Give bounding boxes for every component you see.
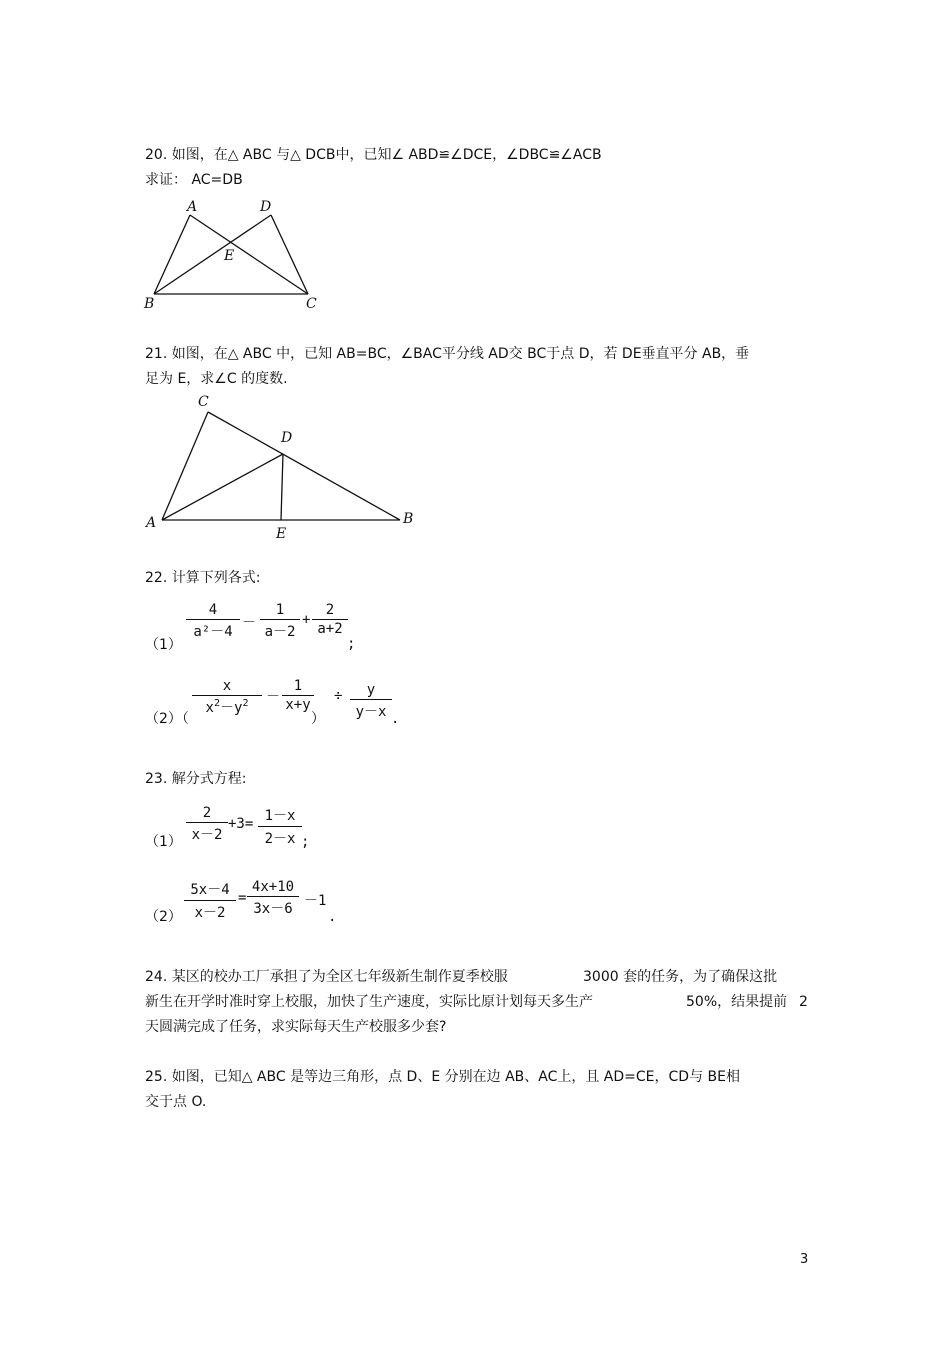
q23-p1-frac2-num: 1－x xyxy=(258,805,302,827)
q23-p1-index: （1） xyxy=(145,834,182,850)
q22-p1-minus: － xyxy=(242,615,256,631)
q24-line1b: 3000 套的任务，为了确保这批 xyxy=(583,969,778,985)
q22-p1-index: （1） xyxy=(145,637,182,653)
q22-p2-frac1-den-mid: －y xyxy=(220,700,243,716)
q21-label-d: D xyxy=(281,430,293,446)
q21-label-e: E xyxy=(276,526,287,542)
q22-p1-frac2 xyxy=(260,602,300,641)
q24-line1a: 24. 某区的校办工厂承担了为全区七年级新生制作夏季校服 xyxy=(145,969,508,985)
q22-p2-frac3 xyxy=(350,682,392,721)
q22-p2-frac3-num: y xyxy=(350,682,392,700)
q20-label-a: A xyxy=(187,199,198,215)
q20-line2: 求证： AC=DB xyxy=(145,172,243,188)
q22-p2-end: . xyxy=(391,711,400,727)
q22-p2-frac1 xyxy=(192,678,262,717)
q22-p1-end: ; xyxy=(347,636,356,652)
q22-p1-frac1-num: 4 xyxy=(186,602,240,620)
q23-p1-frac1 xyxy=(186,805,228,844)
q22-p2-index: （2）（ xyxy=(145,711,189,727)
q23-p2-frac2-den: 3x－6 xyxy=(253,901,293,917)
q22-p2-frac2 xyxy=(282,678,314,713)
q22-p1-frac3-num: 2 xyxy=(312,602,348,620)
q23-p2-frac2-num: 4x+10 xyxy=(247,879,299,897)
q23-p1-frac2-den: 2－x xyxy=(264,831,296,847)
q22-title: 22. 计算下列各式: xyxy=(145,570,261,586)
q24-line2c: 2 xyxy=(799,994,808,1010)
q24-line2b: 50%，结果提前 xyxy=(686,994,788,1010)
q23-p2-eq: = xyxy=(238,890,247,906)
q20-label-b: B xyxy=(144,296,155,312)
q22-p2-close: ） xyxy=(311,711,325,727)
q22-p2-minus: － xyxy=(266,689,280,705)
q23-p2-frac1 xyxy=(184,879,236,922)
q22-p2-div: ÷ xyxy=(334,688,343,704)
q21-label-c: C xyxy=(198,394,209,410)
q22-p2-frac1-den-exp1: 2 xyxy=(213,698,220,709)
q25-line2: 交于点 O. xyxy=(145,1094,207,1110)
q23-p1-frac1-den: x－2 xyxy=(191,827,223,843)
q22-p2-frac3-den: y－x xyxy=(355,704,387,720)
q23-p1-frac1-num: 2 xyxy=(186,805,228,823)
q21-line1: 21. 如图，在△ ABC 中，已知 AB=BC，∠BAC平分线 AD交 BC于点 D，若 DE垂直平分 AB，垂 xyxy=(145,346,750,362)
q22-p1-frac3 xyxy=(312,602,348,637)
q25-line1: 25. 如图，已知△ ABC 是等边三角形，点 D、E 分别在边 AB、AC上，且 AD=CE，CD与 BE相 xyxy=(145,1069,740,1085)
q23-p2-frac1-num: 5x－4 xyxy=(184,879,236,901)
q22-p2-frac2-num: 1 xyxy=(282,678,314,696)
q21-figure xyxy=(140,390,430,545)
q20-label-d: D xyxy=(260,199,272,215)
q23-p2-frac2 xyxy=(247,879,299,918)
q23-p2-tail: －1 xyxy=(304,893,327,909)
q23-p1-end: ; xyxy=(301,834,310,850)
q23-p2-frac1-den: x－2 xyxy=(194,905,226,921)
q24-line3: 天圆满完成了任务，求实际每天生产校服多少套? xyxy=(145,1019,447,1035)
q22-p1-frac1-den: a²－4 xyxy=(193,624,233,640)
q22-p1-frac3-den: a+2 xyxy=(317,621,343,637)
q22-p2-frac1-den-x: x xyxy=(205,700,214,716)
q22-p2-frac1-den xyxy=(192,696,262,717)
q21-label-b: B xyxy=(403,511,414,527)
page-number: 3 xyxy=(800,1252,809,1267)
q22-p1-frac1 xyxy=(186,602,240,641)
q20-label-c: C xyxy=(306,296,317,312)
q20-label-e: E xyxy=(224,248,235,264)
q23-p1-mid: +3= xyxy=(228,816,254,832)
q23-p1-frac2 xyxy=(258,805,302,848)
q24-line2a: 新生在开学时准时穿上校服，加快了生产速度，实际比原计划每天多生产 xyxy=(145,994,593,1010)
q20-figure xyxy=(140,195,340,315)
q22-p2-frac2-den: x+y xyxy=(285,697,311,713)
q21-label-a: A xyxy=(146,515,157,531)
q22-p2-frac1-den-exp2: 2 xyxy=(242,698,249,709)
q22-p1-frac2-num: 1 xyxy=(260,602,300,620)
q22-p1-plus: + xyxy=(302,612,311,628)
q23-p2-index: （2） xyxy=(145,909,182,925)
q23-p2-end: . xyxy=(328,909,337,925)
q22-p2-frac1-num: x xyxy=(192,678,262,696)
q20-line1: 20. 如图，在△ ABC 与△ DCB中，已知∠ ABD≌∠DCE，∠DBC≌∠ACB xyxy=(145,147,602,163)
q22-p1-frac2-den: a－2 xyxy=(264,624,296,640)
q21-line2: 足为 E，求∠C 的度数. xyxy=(145,371,288,387)
q23-title: 23. 解分式方程: xyxy=(145,771,247,787)
